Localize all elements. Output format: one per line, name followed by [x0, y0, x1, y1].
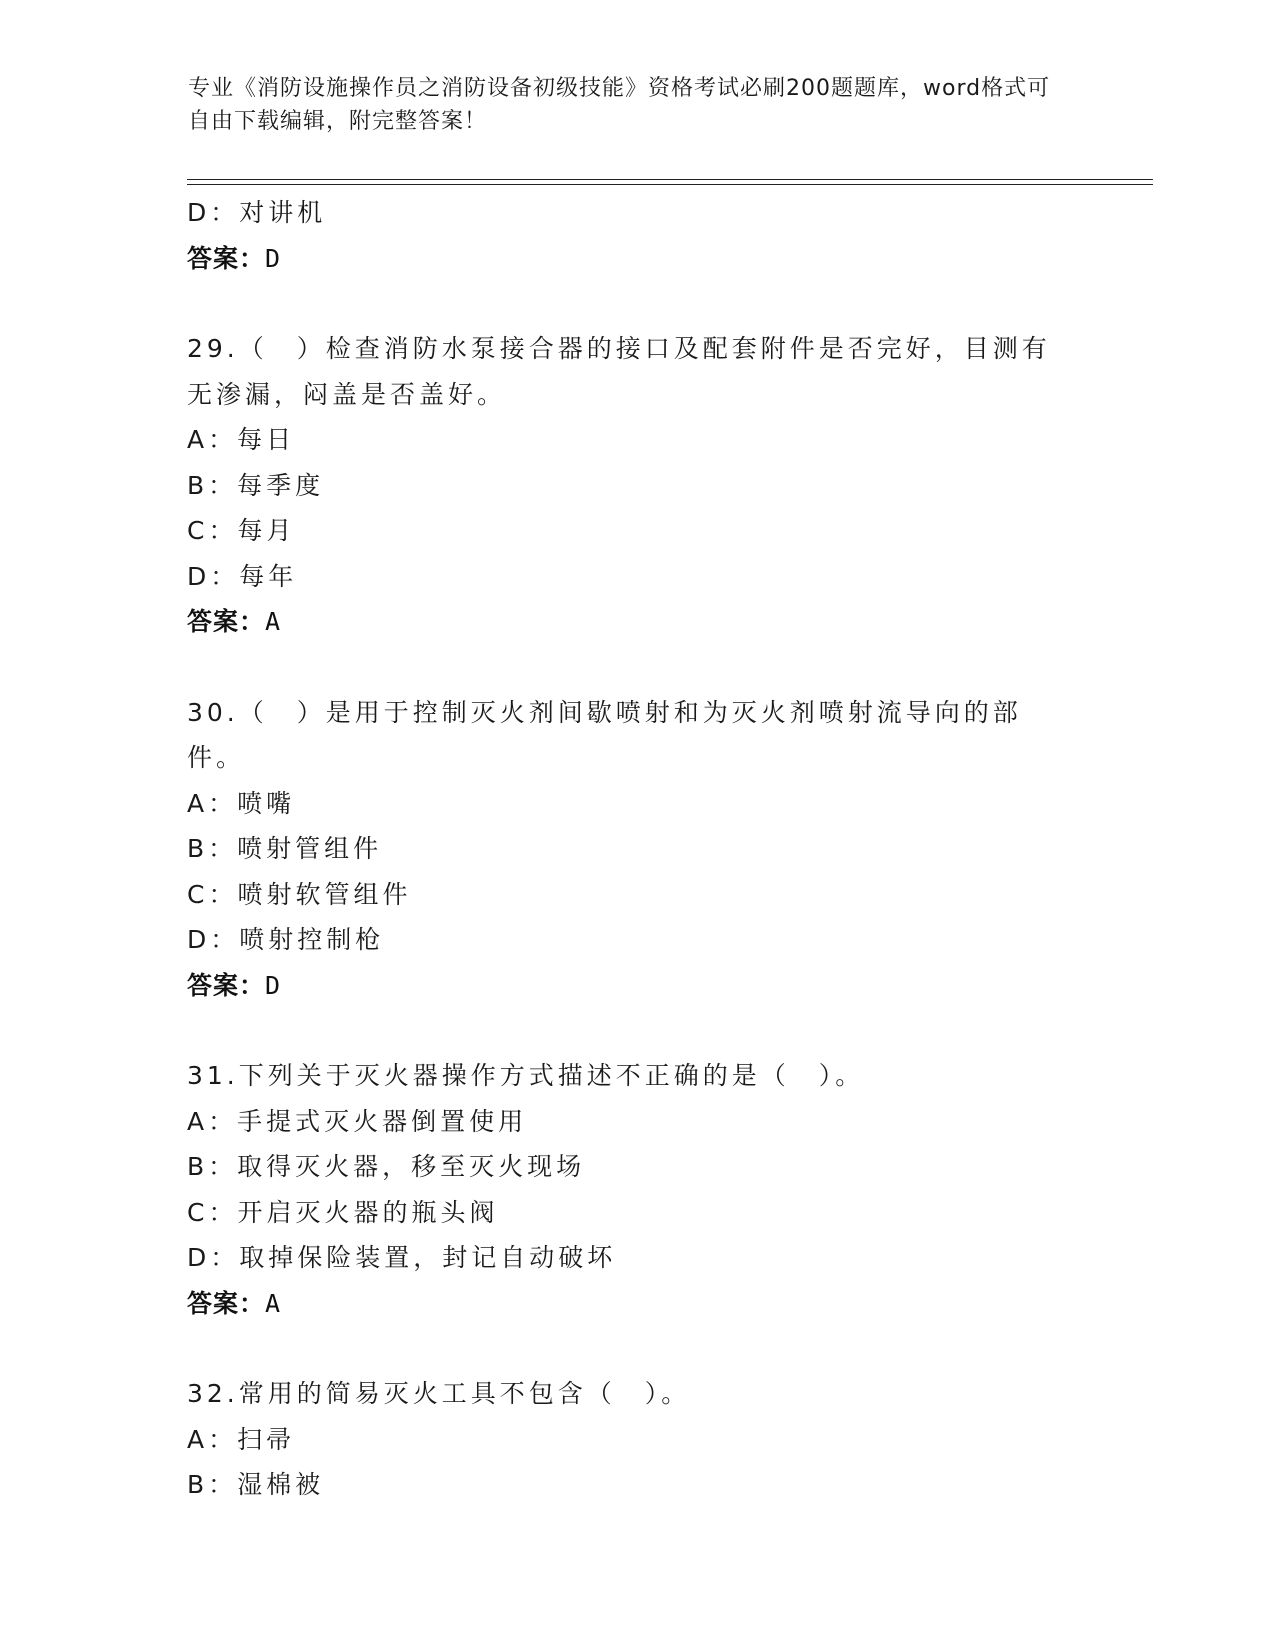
- answer-line: [187, 1281, 1087, 1327]
- document-header: 专业《消防设施操作员之消防设备初级技能》资格考试必刷200题题库，word格式可自由下载编辑，附完整答案！: [188, 76, 1051, 134]
- question-content: [187, 190, 1087, 1508]
- question-32: [187, 1371, 1087, 1508]
- option-d: D：每年: [187, 561, 298, 591]
- option-d: D：喷射控制枪: [187, 925, 385, 954]
- question-30: [187, 690, 1087, 1009]
- answer-label: 答案：: [187, 970, 266, 1000]
- answer-line: [187, 236, 1087, 282]
- option-a: A：扫帚: [187, 1424, 296, 1454]
- question-stem: 31.下列关于灭火器操作方式描述不正确的是（ ）。: [187, 1061, 865, 1090]
- answer-line: [187, 963, 1087, 1009]
- option-a: A：手提式灭火器倒置使用: [187, 1106, 528, 1136]
- answer-value: D: [265, 243, 282, 273]
- option-a: A：喷嘴: [187, 788, 296, 818]
- option-b: B：湿棉被: [187, 1470, 325, 1499]
- answer-value: A: [265, 607, 282, 636]
- question-stem: 29.（ ）检查消防水泵接合器的接口及配套附件是否完好，目测有无渗漏，闷盖是否盖好。: [187, 334, 1051, 409]
- option-b: B：每季度: [187, 470, 325, 500]
- question-29: [187, 326, 1087, 645]
- answer-label: 答案：: [187, 607, 266, 636]
- option-c: C：每月: [187, 516, 296, 545]
- option-b: B：喷射管组件: [187, 834, 383, 863]
- option-b: B：取得灭火器，移至灭火现场: [187, 1152, 586, 1181]
- option-c: C：喷射软管组件: [187, 879, 412, 909]
- question-31: [187, 1053, 1087, 1326]
- header-divider-top: [187, 179, 1153, 180]
- answer-label: 答案：: [187, 243, 266, 273]
- answer-label: 答案：: [187, 1288, 266, 1318]
- question-stem: 30.（ ）是用于控制灭火剂间歇喷射和为灭火剂喷射流导向的部件。: [187, 697, 1022, 772]
- header-divider-bottom: [187, 184, 1153, 185]
- answer-line: [187, 599, 1087, 645]
- option-d: D：取掉保险装置，封记自动破坏: [187, 1243, 617, 1272]
- answer-value: D: [265, 970, 282, 1000]
- option-d-continued: D：对讲机: [187, 198, 327, 227]
- answer-value: A: [265, 1288, 282, 1318]
- option-c: C：开启灭火器的瓶头阀: [187, 1197, 499, 1227]
- option-a: A：每日: [187, 425, 296, 454]
- question-stem: 32.常用的简易灭火工具不包含（ ）。: [187, 1379, 691, 1408]
